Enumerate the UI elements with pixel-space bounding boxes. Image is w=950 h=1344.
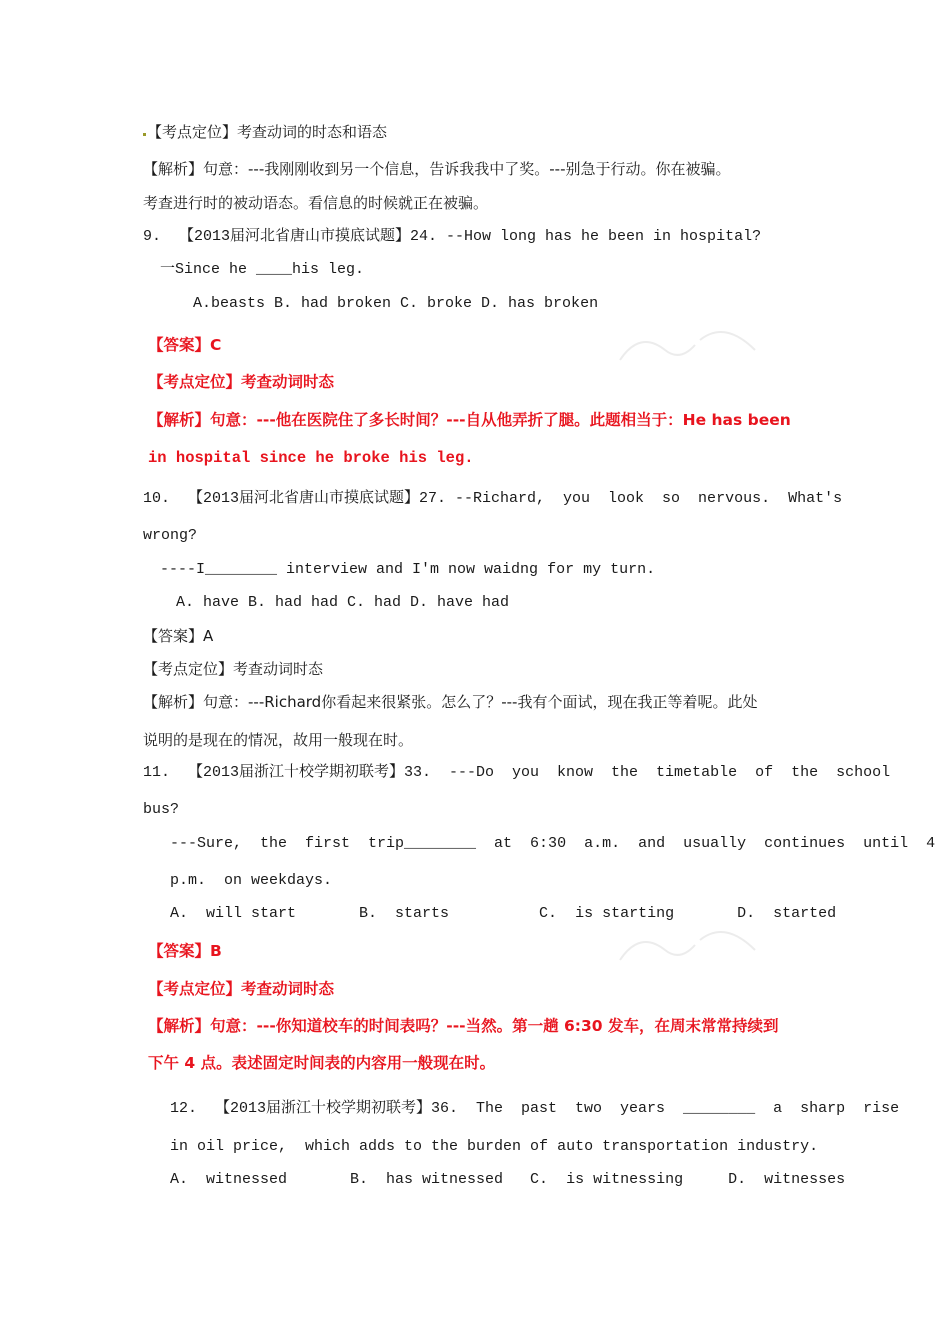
- question-12-line2: in oil price, which adds to the burden of auto transportation industry.: [170, 1138, 819, 1155]
- watermark-graphic-top: [590, 300, 800, 410]
- question-9-analysis-line1: 【解析】句意：---他在医院住了多长时间？---自从他弄折了腿。此题相当于：He has been: [148, 411, 791, 429]
- question-11-line4: p.m. on weekdays.: [170, 872, 333, 889]
- marker-dot: [143, 133, 146, 136]
- question-11-answer: 【答案】B: [148, 942, 222, 960]
- question-10-answer: 【答案】A: [143, 627, 214, 645]
- question-10-stem: 10. 【2013届河北省唐山市摸底试题】27. --Richard, you look so nervous. What's: [143, 490, 843, 507]
- question-10-analysis-line1: 【解析】句意：---Richard你看起来很紧张。怎么了？---我有个面试，现在我正等着呢。此处: [143, 693, 758, 711]
- question-12-options: A. witnessed B. has witnessed C. is witnessing D. witnesses: [170, 1171, 846, 1188]
- question-9-stem: 9. 【2013届河北省唐山市摸底试题】24. --How long has he been in hospital?: [143, 228, 762, 245]
- question-10-analysis-line2: 说明的是现在的情况，故用一般现在时。: [143, 731, 414, 749]
- question-11-options: A. will start B. starts C. is starting D. started: [170, 905, 837, 922]
- question-9-analysis-line2: in hospital since he broke his leg.: [148, 449, 474, 467]
- question-11-stem: 11. 【2013届浙江十校学期初联考】33. ---Do you know the timetable of the school: [143, 764, 891, 781]
- question-11-analysis-line1: 【解析】句意：---你知道校车的时间表吗？---当然。第一趟 6:30 发车，在周末常常持续到: [148, 1017, 779, 1035]
- point-heading-prev: 【考点定位】考查动词的时态和语态: [143, 122, 387, 142]
- question-10-options: A. have B. had had C. had D. have had: [176, 594, 510, 611]
- question-9-options: A.beasts B. had broken C. broke D. has broken: [193, 295, 599, 312]
- question-10-line2: wrong?: [143, 527, 198, 544]
- question-10-point: 【考点定位】考查动词时态: [143, 660, 324, 678]
- watermark-stroke: [620, 342, 695, 360]
- question-11-line2: bus?: [143, 801, 180, 818]
- question-9-point: 【考点定位】考查动词时态: [148, 373, 335, 391]
- watermark-graphic-bottom: [590, 920, 800, 1030]
- watermark-stroke: [700, 332, 755, 350]
- question-12-stem: 12. 【2013届浙江十校学期初联考】36. The past two years ________ a sharp rise: [170, 1100, 900, 1117]
- question-11-analysis-line2: 下午 4 点。表述固定时间表的内容用一般现在时。: [148, 1054, 496, 1072]
- question-11-line3: ---Sure, the first trip________ at 6:30 a.m. and usually continues until 4: [170, 835, 936, 852]
- watermark-stroke: [700, 932, 755, 950]
- question-11-point: 【考点定位】考查动词时态: [148, 980, 335, 998]
- analysis-prev-line2: 考查进行时的被动语态。看信息的时候就正在被骗。: [143, 194, 489, 212]
- question-10-line3: ----I________ interview and I'm now waidng for my turn.: [160, 561, 656, 578]
- question-9-answer: 【答案】C: [148, 336, 222, 354]
- watermark-stroke: [620, 942, 695, 960]
- analysis-prev-line1: 【解析】句意：---我刚刚收到另一个信息，告诉我我中了奖。---别急于行动。你在被骗。: [143, 160, 731, 178]
- question-9-line2: 一Since he ____his leg.: [160, 261, 365, 278]
